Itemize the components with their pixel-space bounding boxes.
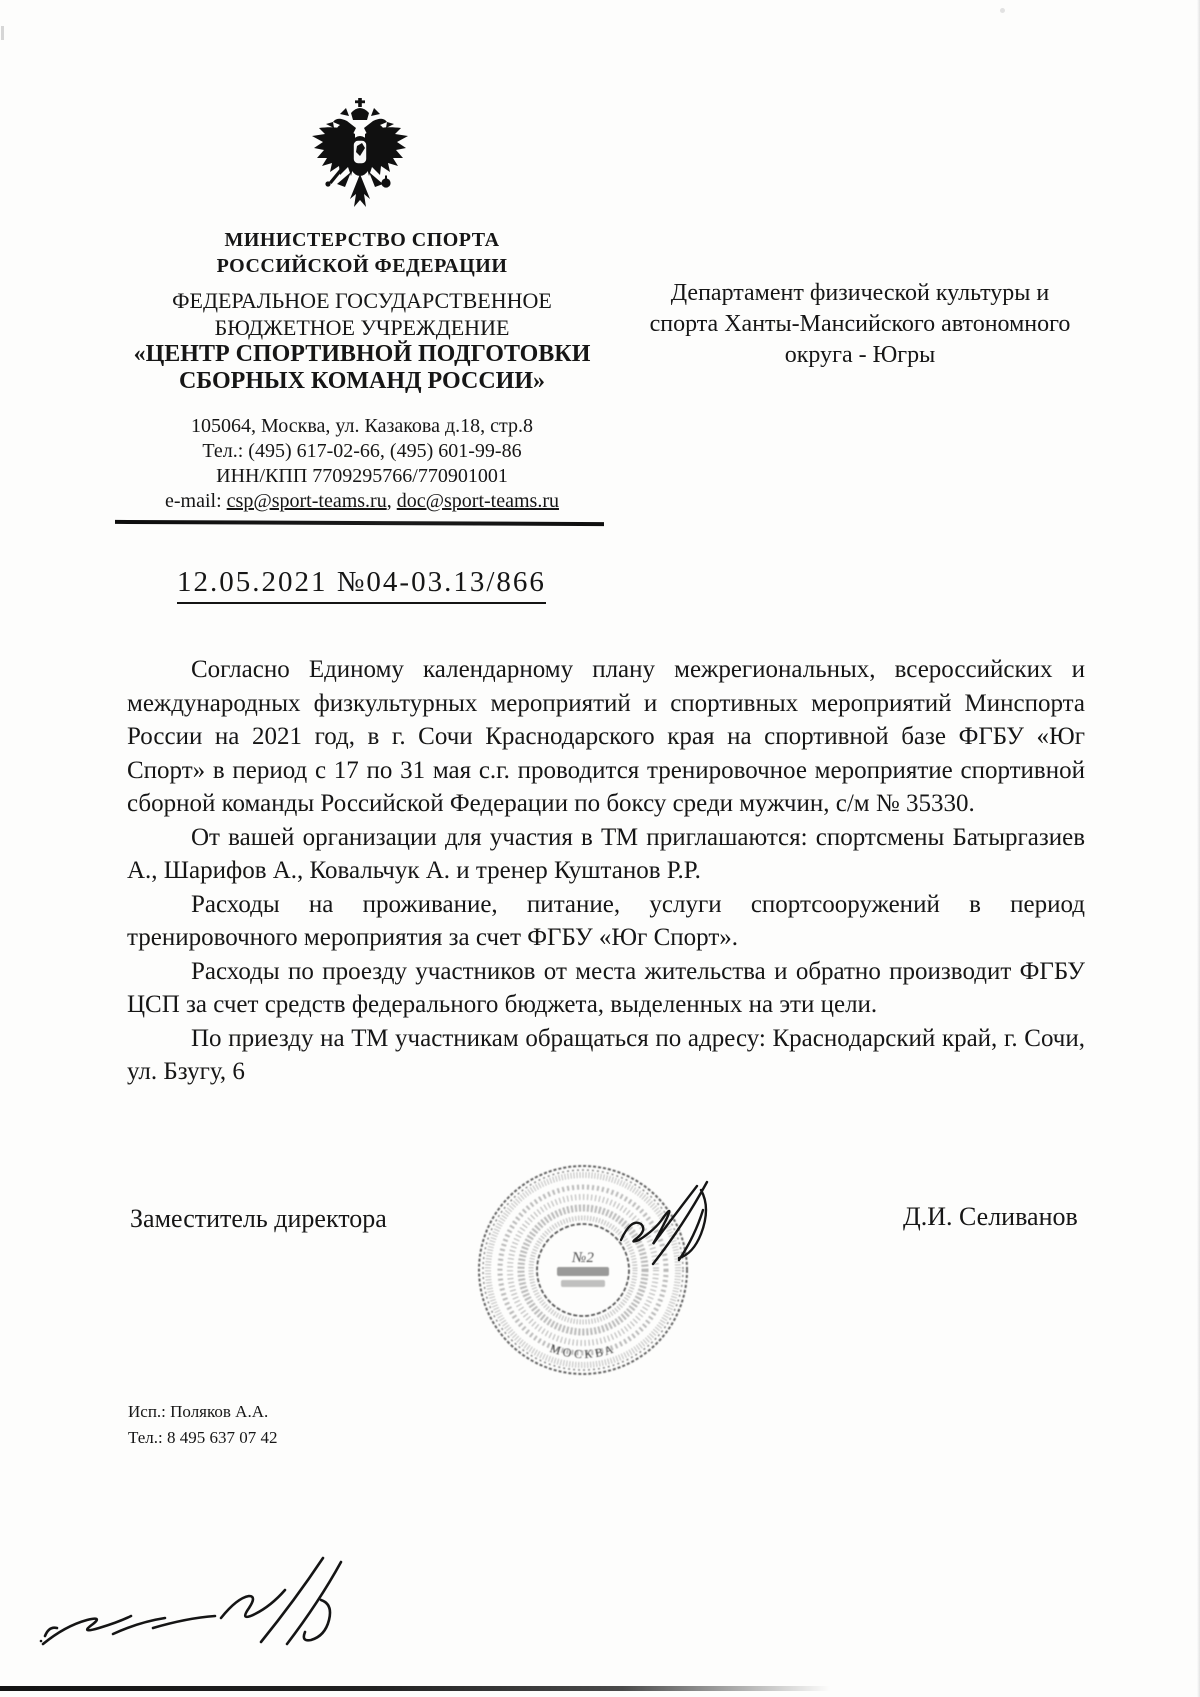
stamp-center-text: №2	[572, 1250, 594, 1266]
letter-body	[127, 653, 1085, 1089]
ministry-name-line1: МИНИСТЕРСТВО СПОРТА	[224, 229, 500, 251]
email-address-1: csp@sport-teams.ru	[226, 490, 387, 512]
scan-speck	[1, 26, 4, 40]
recipient-line3: округа - Югры	[784, 342, 936, 368]
org-name-line4: СБОРНЫХ КОМАНД РОССИИ»	[178, 368, 546, 394]
body-paragraph: По приезду на ТМ участникам обращаться по адресу: Краснодарский край, г. Сочи, ул. Бзугу, 6	[127, 1024, 1085, 1085]
body-paragraph: Расходы на проживание, питание, услуги спортсооружений в период тренировочного мероприятия за счет ФГБУ «Юг Спорт».	[127, 890, 1085, 951]
ministry-name-line2: РОССИЙСКОЙ ФЕДЕРАЦИИ	[216, 255, 508, 277]
signature	[603, 1168, 783, 1298]
organization-name	[112, 287, 612, 395]
email-separator: ,	[386, 490, 397, 512]
svg-text:МОСКВА	[548, 1341, 618, 1361]
scan-edge-line	[0, 1686, 830, 1691]
ministry-name	[162, 227, 562, 279]
org-email-line	[142, 489, 582, 514]
email-address-2: doc@sport-teams.ru	[396, 490, 559, 512]
org-contacts	[142, 414, 582, 514]
body-paragraph: Расходы по проезду участников от места жительства и обратно производит ФГБУ ЦСП за счет средств федерального бюджета, выделенных на эти цели.	[127, 957, 1085, 1018]
recipient-line2: спорта Ханты-Мансийского автономного	[649, 311, 1071, 337]
body-paragraph: Согласно Единому календарному плану межрегиональных, всероссийских и международных физкультурных мероприятий и спортивных мероприятий Минспорта России на 2021 год, в г. Сочи Краснодарского края на спортивной базе ФГБУ «Юг Спорт» в период с 17 по 31 мая с.г. проводится тренировочное мероприятие спортивной сборной команды Российской Федерации по боксу среди мужчин, с/м № 35330.	[127, 656, 1085, 817]
org-inn-kpp: ИНН/КПП 7709295766/770901001	[216, 465, 508, 487]
executor-name: Исп.: Поляков А.А.	[128, 1402, 269, 1421]
email-label: e-mail:	[165, 490, 227, 512]
org-name-line3: «ЦЕНТР СПОРТИВНОЙ ПОДГОТОВКИ	[133, 341, 591, 367]
org-name-line2: БЮДЖЕТНОЕ УЧРЕЖДЕНИЕ	[214, 315, 510, 340]
ref-date-number: 12.05.2021 №04-03.13/866	[177, 566, 546, 604]
letterhead-divider	[115, 520, 604, 526]
coat-of-arms-icon	[307, 98, 413, 220]
scan-speck	[1000, 8, 1005, 13]
recipient-block	[618, 278, 1102, 371]
executor-note	[128, 1399, 278, 1451]
position-title: Заместитель директора	[130, 1204, 387, 1233]
body-paragraph: От вашей организации для участия в ТМ приглашаются: спортсмены Батыргазиев А., Шарифов А., Ковальчук А. и тренер Куштанов Р.Р.	[127, 823, 1085, 884]
org-name-line1: ФЕДЕРАЛЬНОЕ ГОСУДАРСТВЕННОЕ	[172, 288, 552, 313]
recipient-line1: Департамент физической культуры и	[670, 280, 1050, 306]
stamp-ring-text: МОСКВА	[548, 1341, 618, 1362]
org-address: 105064, Москва, ул. Казакова д.18, стр.8	[190, 415, 534, 437]
executor-phone: Тел.: 8 495 637 07 42	[128, 1428, 278, 1447]
signer-name: Д.И. Селиванов	[903, 1202, 1078, 1231]
handwritten-flourish	[35, 1538, 385, 1663]
org-phone: Тел.: (495) 617-02-66, (495) 601-99-86	[202, 440, 522, 462]
